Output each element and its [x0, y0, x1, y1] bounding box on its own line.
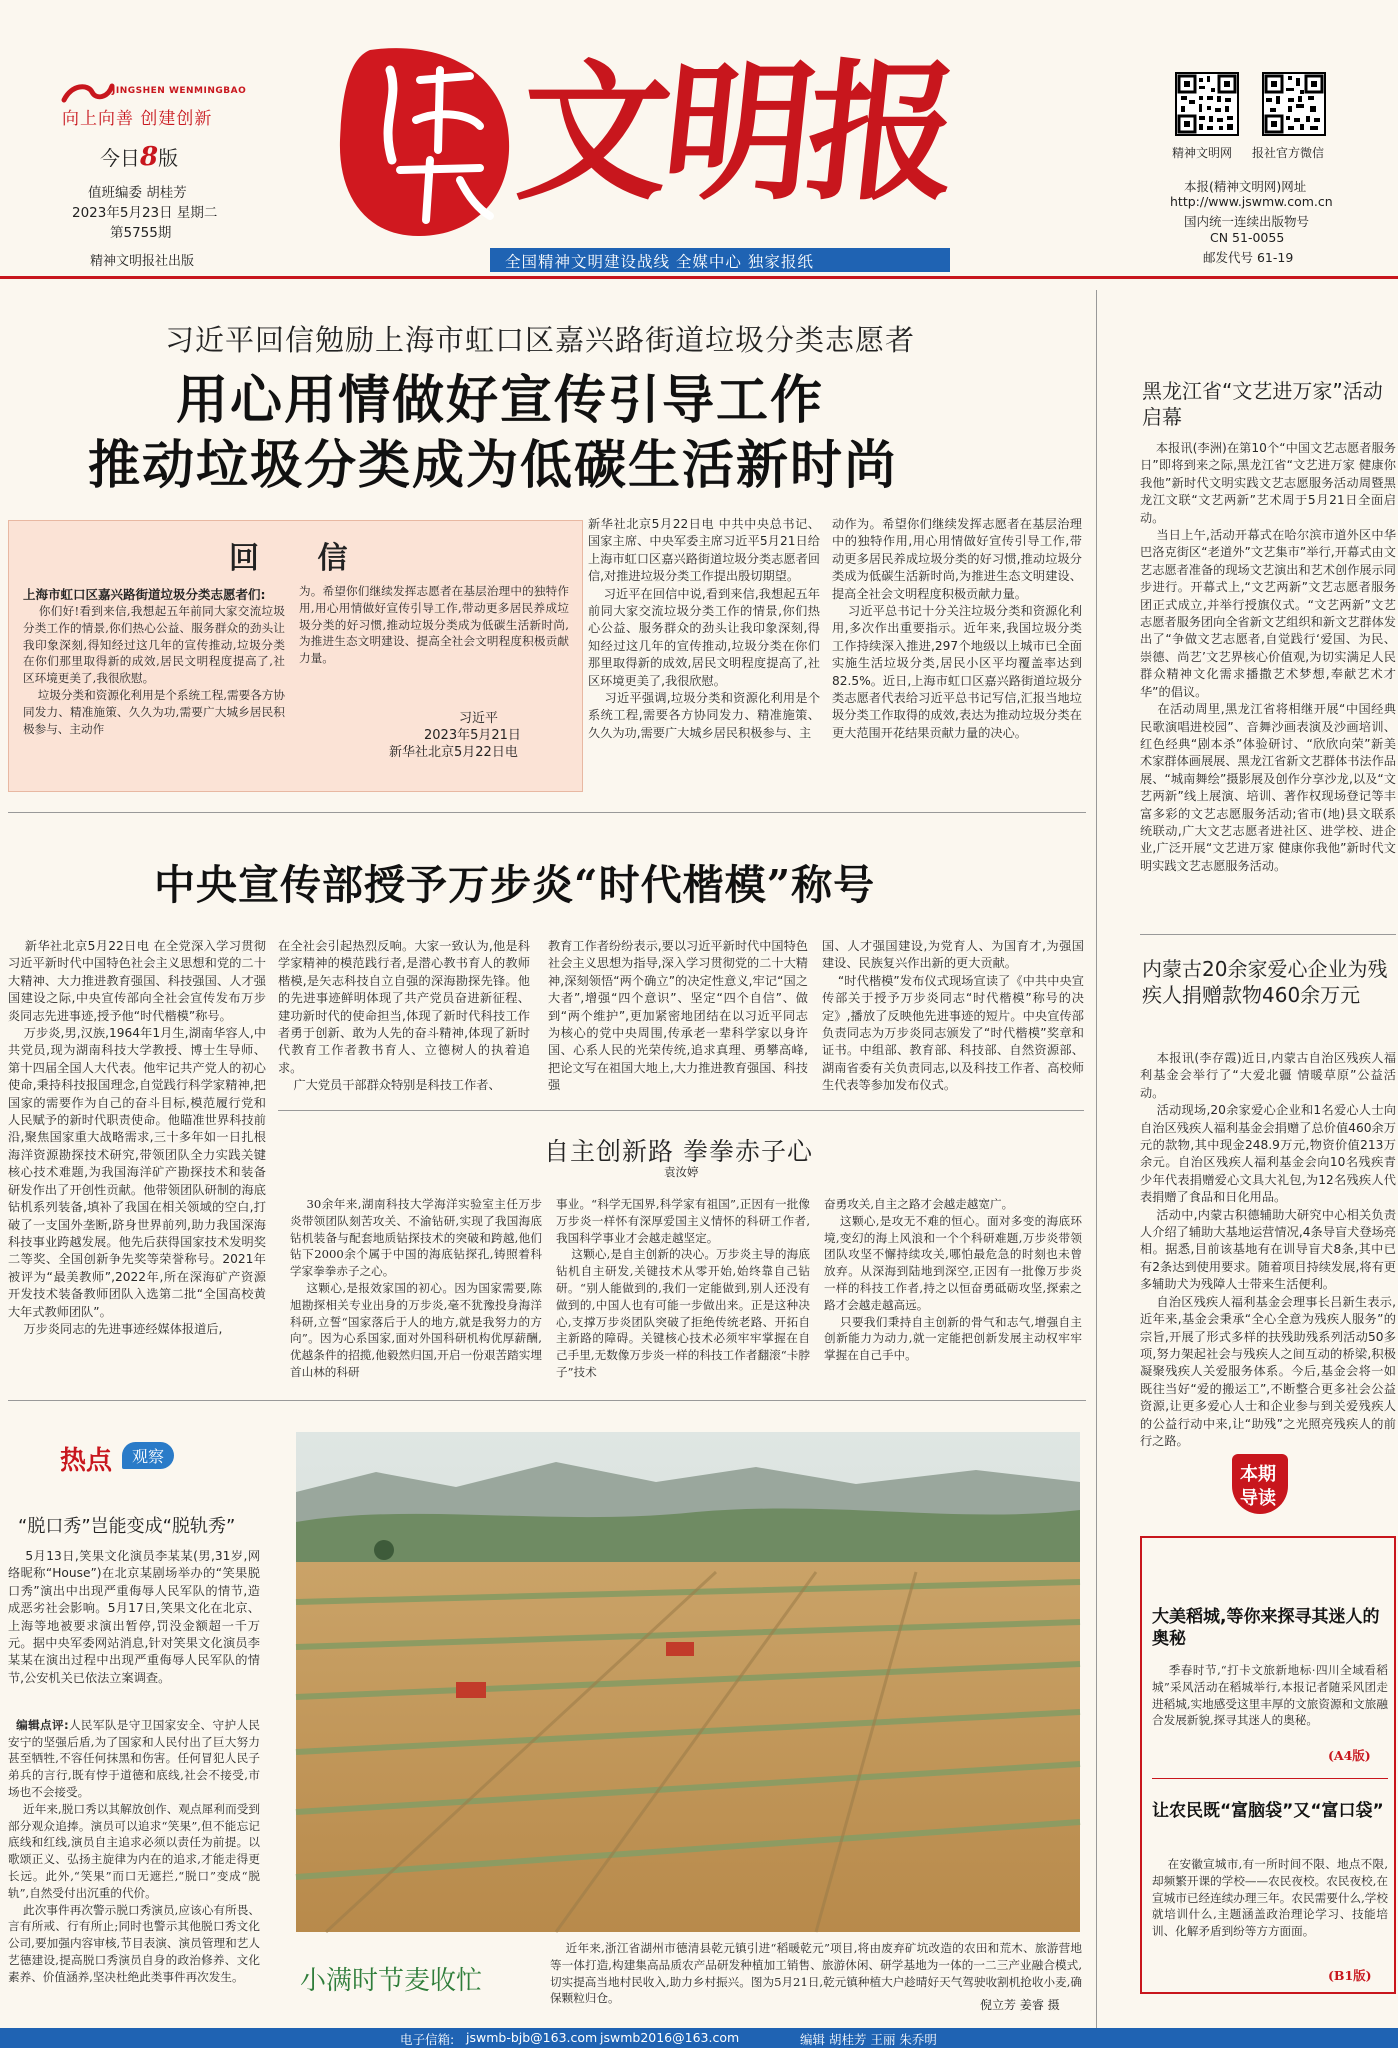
logo-red-seal	[330, 40, 520, 240]
guide-badge-line-1: 本期	[1240, 1464, 1276, 1485]
brand-slogan: 向上向善 创建创新	[62, 109, 213, 129]
mid-bottom-rule	[8, 1400, 1086, 1401]
issue-date: 2023年5月23日 星期二	[72, 205, 218, 221]
guide-item1-body: 季春时节,“打卡文旅新地标·四川全域看稻城”采风活动在稻城举行,本报记者随采风团走进稻城,实地感受这里丰厚的文旅资源和文旅融合发展新貌,探寻其迷人的奥秘。	[1152, 1663, 1388, 1728]
right-column-divider	[1096, 290, 1097, 2030]
sub-col-3: 奋勇攻关,自主之路才会越走越宽广。 这颗心,是攻无不难的恒心。面对多变的海底环境,变幻的海上风浪和一个个科研难题,万步炎带领团队攻坚不懈持续攻关,哪怕最危急的时刻也未曾放弃。从深海到陆地到深空,正因有一批像万步炎一样的科技工作者,持之以恒奋勇砥砺攻坚,探索之路才会越走越高远。 只要我们秉持自主创新的骨气和志气,增强自主创新能力为动力,就一定能把创新发展主动权牢牢掌握在自己手中。	[824, 1197, 1082, 1363]
photo-caption-title: 小满时节麦收忙	[300, 1966, 483, 1996]
letter-date: 2023年5月21日	[424, 728, 521, 743]
guide-badge-line-2: 导读	[1240, 1488, 1276, 1509]
sub-col-1: 30余年来,湖南科技大学海洋实验室主任万步炎带领团队刻苦攻关、不渝钻研,实现了我国海底钻机装备与配套地质钻探技术的突破和跨越,他们钻下2000余个属于中国的海底钻探孔,铸照着科学家拳拳赤子之心。 这颗心,是报效家国的初心。因为国家需要,陈旭勘探相关专业出身的万步炎,毫不犹豫投身海洋科研,立誓“国家落后于人的地方,就是我努力的方向”。因为心系国家,面对外国科研机构优厚薪酬,优越条件的招揽,他毅然归国,开启一份艰苦踏实埋首山林的科研	[290, 1197, 542, 1379]
shidai-col-2: 在全社会引起热烈反响。大家一致认为,他是科学家精神的模范践行者,是潜心教书育人的教师楷模,是矢志科技自立自强的深海勘探先锋。他的先进事迹鲜明体现了共产党员奋进新征程、建功新时代的使命担当,体现了新时代科技工作者勇于创新、敢为人先的奋斗精神,体现了新时代教育工作者教书育人、立德树人的执着追求。 广大党员干部群众特别是科技工作者、	[278, 939, 530, 1093]
guide-item1-page[interactable]: (A4版)	[1328, 1748, 1371, 1763]
issue-number: 第5755期	[110, 225, 172, 241]
guide-item2-page[interactable]: (B1版)	[1328, 1968, 1372, 1983]
shidai-col-1: 新华社北京5月22日电 在全党深入学习贯彻习近平新时代中国特色社会主义思想和党的二十大精神、大力推进教育强国、科技强国、人才强国建设之际,中央宣传部向全社会宣传发布万步炎同志先进事迹,授予他“时代楷模”称号。 万步炎,男,汉族,1964年1月生,湖南华容人,中共党员,现为湖南科技大学教授、博士生导师、第十四届全国人大代表。他牢记共产党人的初心使命,秉持科技报国理念,自觉践行科学家精神,把国家的需要作为自己的奋斗目标,模范履行党和人民赋予的新时代职责使命。他瞄准世界科技前沿,聚焦国家重大战略需求,三十多年如一日扎根海洋资源勘探技术研究,带领团队全力实践关键核心技术难题,为我国海洋矿产勘探技术和装备研发作出了开创性贡献。他带领团队研制的海底钻机系列装备,填补了我国在相关领域的空白,打破了一支国外垄断,跻身世界前列,助力我国深海科技事业跨越发展。他先后获得国家技术发明奖二等奖、全国创新争先奖等荣誉称号。2021年被评为“最美教师”,2022年,所在深海矿产资源开发技术装备教师团队入选第二批“全国高校黄大年式教师团队”。 万步炎同志的先进事迹经媒体报道后,	[8, 939, 267, 1336]
guide-badge	[1232, 1454, 1288, 1514]
qr-label-website: 精神文明网	[1172, 146, 1233, 160]
sub-col-2: 事业。“科学无国界,科学家有祖国”,正因有一批像万步炎一样怀有深厚爱国主义情怀的科研工作者,我国科学事业才会越走越坚定。 这颗心,是自主创新的决心。万步炎主导的海底钻机自主研发,关键技术从零开始,始终靠自己钻研。“别人能做到的,我们一定能做到,别人还没有做到的,中国人也有可能一步做出来。正是这种决心,支撑万步炎团队突破了拒绝传统老路、开拓自主新路的障碍。关键核心技术必须牢牢掌握在自己手里,无数像万步炎一样的科技工作者翻滚“卡脖子”技术	[556, 1197, 810, 1379]
site-url[interactable]: http://www.jswmw.com.cn	[1170, 194, 1333, 209]
hotspot-comment-text: 人民军队是守卫国家安全、守护人民安宁的坚强后盾,为了国家和人民付出了巨大努力甚至牺牲,不容任何抹黑和伤害。任何冒犯人民子弟兵的言行,既有悖于道德和底线,社会不接受,市场也不会接受。 近年来,脱口秀以其解放创作、观点犀利而受到部分观众追捧。演员可以追求“笑果”,但不能忘记底线和红线,演员自主追求必须以责任为前提。以歌颂正义、弘扬主旋律为内在的追求,才能走得更长远。此外,“笑果”而口无遮拦,“脱口”变成“脱轨”,自然受付出沉重的代价。 此次事件再次警示脱口秀演员,应该心有所畏、言有所戒、行有所止;同时也警示其他脱口秀文化公司,要加强内容审核,节目表演、演员管理和艺人艺德建设,提高脱口秀演员自身的政治修养、文化素养、价值涵养,坚决杜绝此类事件再次发生。	[8, 1717, 260, 1984]
brand-pinyin: JINGSHEN WENMINGBAO	[112, 86, 247, 96]
letter-title: 回 信	[229, 541, 372, 576]
masthead-bottom-rule	[0, 276, 1398, 279]
letter-source: 新华社北京5月22日电	[389, 745, 518, 760]
hotspot-body: 5月13日,笑果文化演员李某某(男,31岁,网络昵称“House”)在北京某剧场举办的“笑果脱口秀”演出中出现严重侮辱人民军队的情节,造成恶劣社会影响。5月17日,笑果文化在北京、上海等地被要求演出暂停,罚没金额超一千万元。据中央军委网站消息,针对笑果文化演员李某某在演出过程中出现严重侮辱人民军队的情节,公安机关已依法立案调查。	[8, 1549, 261, 1685]
hotspot-title: “脱口秀”岂能变成“脱轨秀”	[18, 1516, 236, 1537]
hotspot-label-text: 热点	[60, 1446, 113, 1476]
footer-editors: 编辑 胡桂芳 王丽 朱乔明	[800, 2032, 937, 2047]
qr-label-wechat: 报社官方微信	[1252, 146, 1325, 160]
qr-code-wechat[interactable]	[1262, 72, 1326, 136]
shidai-col-3: 教育工作者纷纷表示,要以习近平新时代中国特色社会主义思想为指导,深入学习贯彻党的二十大精神,深刻领悟“两个确立”的决定性意义,牢记“国之大者”,增强“四个意识”、坚定“四个自信”、做到“两个维护”,更加紧密地团结在以习近平同志为核心的党中央周围,传承老一辈科学家以身许国、心系人民的光荣传统,追求真理、勇攀高峰,把论文写在祖国大地上,大力推进教育强国、科技强	[548, 939, 808, 1093]
today-unit: 版	[158, 146, 179, 170]
brand-mini-logo	[62, 82, 114, 104]
hotspot-label	[60, 1440, 210, 1480]
guide-item2-body: 在安徽宣城市,有一所时间不限、地点不限,却频繁开课的学校——农民夜校。农民夜校,在宣城市已经连续办理三年。农民需要什么,学校就培训什么,主题涵盖政治理论学习、技能培训、化解矛盾到纷等方方面面。	[1152, 1857, 1389, 1939]
sub-author: 袁汝婷	[664, 1165, 699, 1179]
letter-signature: 习近平	[459, 711, 499, 726]
lead-bottom-rule	[8, 812, 1086, 813]
sub-headline: 自主创新路 拳拳赤子心	[544, 1137, 813, 1166]
today-pages	[100, 142, 178, 172]
guide-item2-title[interactable]: 让农民既“富脑袋”又“富口袋”	[1152, 1801, 1384, 1821]
guide-item1-title[interactable]: 大美稻城,等你来探寻其迷人的奥秘	[1152, 1607, 1380, 1649]
photo-credit: 倪立芳 姜睿 摄	[980, 1998, 1060, 2012]
letter-col-1: 你们好!看到来信,我想起五年前同大家交流垃圾分类工作的情景,你们热心公益、服务群众的劲头让我印象深刻,得知经过这几年的宣传推动,垃圾分类在你们那里取得新的成效,居民文明程度提高了,社区环境更美了,我很欣慰。 垃圾分类和资源化利用是个系统工程,需要各方协同发力、精准施策、久久为功,需要广大城乡居民积极参与、主动作	[23, 604, 286, 736]
sub-story-top-rule	[278, 1110, 1084, 1111]
footer-email-label: 电子信箱:	[400, 2032, 455, 2047]
right-story1-title: 黑龙江省“文艺进万家”活动启幕	[1142, 379, 1383, 429]
lead-headline-1: 用心用情做好宣传引导工作	[176, 371, 825, 431]
today-pages-number: 8	[140, 142, 159, 172]
right-story-divider	[1140, 934, 1396, 935]
hotspot-comment	[8, 1700, 260, 2020]
wheat-harvest-photo	[296, 1432, 1080, 1932]
photo-caption: 近年来,浙江省湖州市德清县乾元镇引进“稻暖乾元”项目,将由废弃矿坑改造的农田和荒木、旅游营地等一体打造,构建集高品质农产品研发种植加工销售、旅游休闲、研学基地为一体的一二三产业融合模式,切实提高当地村民收入,助力乡村振兴。图为5月21日,乾元镇种植大户趁晴好天气驾驶收割机抢收小麦,确保颗粒归仓。	[550, 1941, 1082, 2006]
shidai-headline: 中央宣传部授予万步炎“时代楷模”称号	[154, 861, 876, 909]
cn-code: CN 51-0055	[1210, 230, 1285, 245]
footer-email-1[interactable]: jswmb-bjb@163.com	[466, 2030, 598, 2045]
letter-greeting: 上海市虹口区嘉兴路街道垃圾分类志愿者们:	[23, 587, 266, 602]
footer-email-2[interactable]: jswmb2016@163.com	[600, 2030, 740, 2045]
lead-headline-2: 推动垃圾分类成为低碳生活新时尚	[88, 436, 899, 496]
post-code: 邮发代号 61-19	[1203, 250, 1294, 265]
right-story2-body: 本报讯(李存霞)近日,内蒙古自治区残疾人福利基金会举行了“大爱北疆 情暖草原”公益活动。 活动现场,20余家爱心企业和1名爱心人士向自治区残疾人福利基金会捐赠了总价值460余万元的款物,其中现金248.9万元,物资价值213万余元。自治区残疾人福利基金会向10名残疾青少年代表捐赠爱心文具大礼包,为12名残疾人代表捐赠了食品和日化用品。 活动中,内蒙古积德辅助大研究中心相关负责人介绍了辅助大基地运营情况,4条导盲犬登场亮相。据悉,目前该基地有在训导盲犬8条,其中已有2条达到使用要求。随着项目持续发展,将有更多辅助犬为残障人士带来生活便利。 自治区残疾人福利基金会理事长吕新生表示,近年来,基金会秉承“全心全意为残疾人服务”的宗旨,开展了形式多样的扶残助残系列活动50多项,努力架起社会与残疾人之间互动的桥梁,积极凝聚残疾人关爱服务体系。今后,基金会将一如既往当好“爱的搬运工”,不断整合更多社会公益资源,让更多爱心人士和企业参与到关爱残疾人的公益行动中来,让“助残”之光照亮残疾人的前行之路。	[1140, 1051, 1397, 1448]
shidai-col-4: 国、人才强国建设,为党育人、为国育才,为强国建设、民族复兴作出新的更大贡献。 “时代楷模”发布仪式现场宣读了《中共中央宣传部关于授予万步炎同志“时代楷模”称号的决定》,播放了反映他先进事迹的短片。中央宣传部负责同志为万步炎同志颁发了“时代楷模”奖章和证书。中组部、教育部、科技部、自然资源部、湖南省委有关负责同志,以及科技工作者、高校师生代表等参加发布仪式。	[822, 939, 1084, 1093]
guide-divider	[1152, 1778, 1388, 1779]
qr-code-website[interactable]	[1175, 72, 1239, 136]
hotspot-comment-label: 编辑点评:	[16, 1717, 69, 1732]
publisher: 精神文明报社出版	[90, 254, 195, 269]
footer-bar	[0, 2028, 1398, 2048]
letter-col-2: 为。希望你们继续发挥志愿者在基层治理中的独特作用,用心用情做好宣传引导工作,带动更多居民养成垃圾分类的好习惯,推动垃圾分类成为低碳生活新时尚,为推进生态文明建设、提高全社会文明程度积极贡献力量。	[299, 584, 569, 666]
right-story2-title: 内蒙古20余家爱心企业为残疾人捐赠款物460余万元	[1142, 957, 1388, 1007]
guide-box	[1140, 1536, 1396, 1994]
tagline-text: 全国精神文明建设战线 全媒中心 独家报纸	[505, 253, 814, 271]
right-story1-body: 本报讯(李洲)在第10个“中国文艺志愿者服务日”即将到来之际,黑龙江省“文艺进万家 健康你我他”新时代文明实践文艺志愿服务活动周暨黑龙江文联“文艺两新”艺术周于5月21日全面启动。 当日上午,活动开幕式在哈尔滨市道外区中华巴洛克街区“老道外”文艺集市”举行,开幕式由文艺志愿者准备的现场文艺演出和艺术创作展示同步进行。开幕式上,“文艺两新”文艺志愿者服务团正式成立,并举行授旗仪式。“文艺两新”文艺志愿者服务团向全省新文艺组织和新文艺群体发出了“争做文艺志愿者,自觉践行‘爱国、为民、崇德、尚艺’文艺界核心价值观,为切实满足人民群众精神文化需求播撒艺术梦想,奉献艺术才华”的倡议。 在活动周里,黑龙江省将相继开展“中国经典民歌演唱进校园”、音舞沙画表演及沙画培训、红色经典“剧本杀”体验研讨、“欣欣向荣”新美术家群体画展展、黑龙江省新文艺群体书法作品展、“城南舞绘”摄影展及创作分享沙龙,以及“文艺两新”线上展演、培训、著作权现场登记等丰富多彩的文艺志愿服务活动;省市(地)县文联系统联动,广大文艺志愿者进社区、进学校、进企业,广泛开展“文艺进万家 健康你我他”新时代文明实践文艺志愿服务活动。	[1140, 441, 1397, 873]
masthead-logo	[330, 40, 1030, 240]
duty-editor: 值班编委 胡桂芳	[88, 185, 187, 201]
site-label: 本报(精神文明网)网址	[1184, 179, 1307, 194]
logo-brush-characters: 文明报	[510, 45, 962, 221]
lead-kicker: 习近平回信勉励上海市虹口区嘉兴路街道垃圾分类志愿者	[165, 323, 916, 357]
lead-story-col-1: 新华社北京5月22日电 中共中央总书记、国家主席、中央军委主席习近平5月21日给上海市虹口区嘉兴路街道垃圾分类志愿者回信,对推进垃圾分类工作提出殷切期望。 习近平在回信中说,看到来信,我想起五年前同大家交流垃圾分类工作的情景,你们热心公益、服务群众的劲头让我印象深刻,得知经过这几年的宣传推动,垃圾分类在你们那里取得新的成效,居民文明程度提高了,社区环境更美了,我很欣慰。 习近平强调,垃圾分类和资源化利用是个系统工程,需要各方协同发力、精准施策、久久为功,需要广大城乡居民积极参与、主	[588, 517, 821, 740]
cn-label: 国内统一连续出版物号	[1184, 214, 1310, 229]
today-label: 今日	[100, 146, 140, 170]
hotspot-badge: 观察	[122, 1442, 174, 1469]
lead-story-col-2: 动作为。希望你们继续发挥志愿者在基层治理中的独特作用,用心用情做好宣传引导工作,带动更多居民养成垃圾分类的好习惯,推动垃圾分类成为低碳生活新时尚,为推进生态文明建设、提高全社会文明程度积极贡献力量。 习近平总书记十分关注垃圾分类和资源化利用,多次作出重要指示。近年来,我国垃圾分类工作持续深入推进,297个地级以上城市已全面实施生活垃圾分类,居民小区平均覆盖率达到82.5%。近日,上海市虹口区嘉兴路街道垃圾分类志愿者代表给习近平总书记写信,汇报当地垃圾分类工作取得的成效,表达为推动垃圾分类在更大范围开花结果贡献力量的决心。	[832, 517, 1082, 740]
letter-box	[8, 520, 583, 792]
masthead	[0, 0, 1398, 278]
